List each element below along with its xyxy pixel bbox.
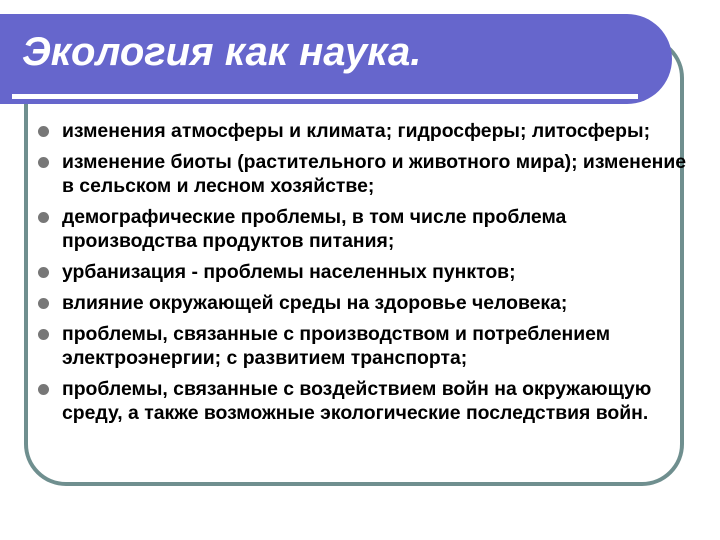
bullet-icon <box>38 126 49 137</box>
list-item <box>38 322 690 370</box>
list-item-text: изменения атмосферы и климата; гидросферы; литосферы; <box>62 120 651 142</box>
list-item-text: демографические проблемы, в том числе проблема производства продуктов питания; <box>62 206 567 252</box>
bullet-icon <box>38 298 49 309</box>
bullet-icon <box>38 329 49 340</box>
title-underline <box>12 94 638 99</box>
bullet-icon <box>38 267 49 278</box>
list-item <box>38 377 690 425</box>
bullet-icon <box>38 212 49 223</box>
bullet-icon <box>38 384 49 395</box>
list-item-text: проблемы, связанные с производством и потреблением электроэнергии; с развитием транспорта; <box>62 323 611 369</box>
list-item-text: изменение биоты (растительного и животного мира); изменение в сельском и лесном хозяйстве; <box>62 151 687 197</box>
bullet-icon <box>38 157 49 168</box>
list-item <box>38 205 690 253</box>
list-item-text: влияние окружающей среды на здоровье человека; <box>62 292 568 314</box>
list-item <box>38 119 690 143</box>
list-item-text: проблемы, связанные с воздействием войн на окружающую среду, а также возможные экологические последствия войн. <box>62 378 652 424</box>
list-item-text: урбанизация - проблемы населенных пунктов; <box>62 261 516 283</box>
list-item <box>38 260 690 284</box>
list-item <box>38 150 690 198</box>
list-item <box>38 291 690 315</box>
page-title: Экология как наука. <box>22 30 422 74</box>
bullet-list <box>38 119 690 432</box>
